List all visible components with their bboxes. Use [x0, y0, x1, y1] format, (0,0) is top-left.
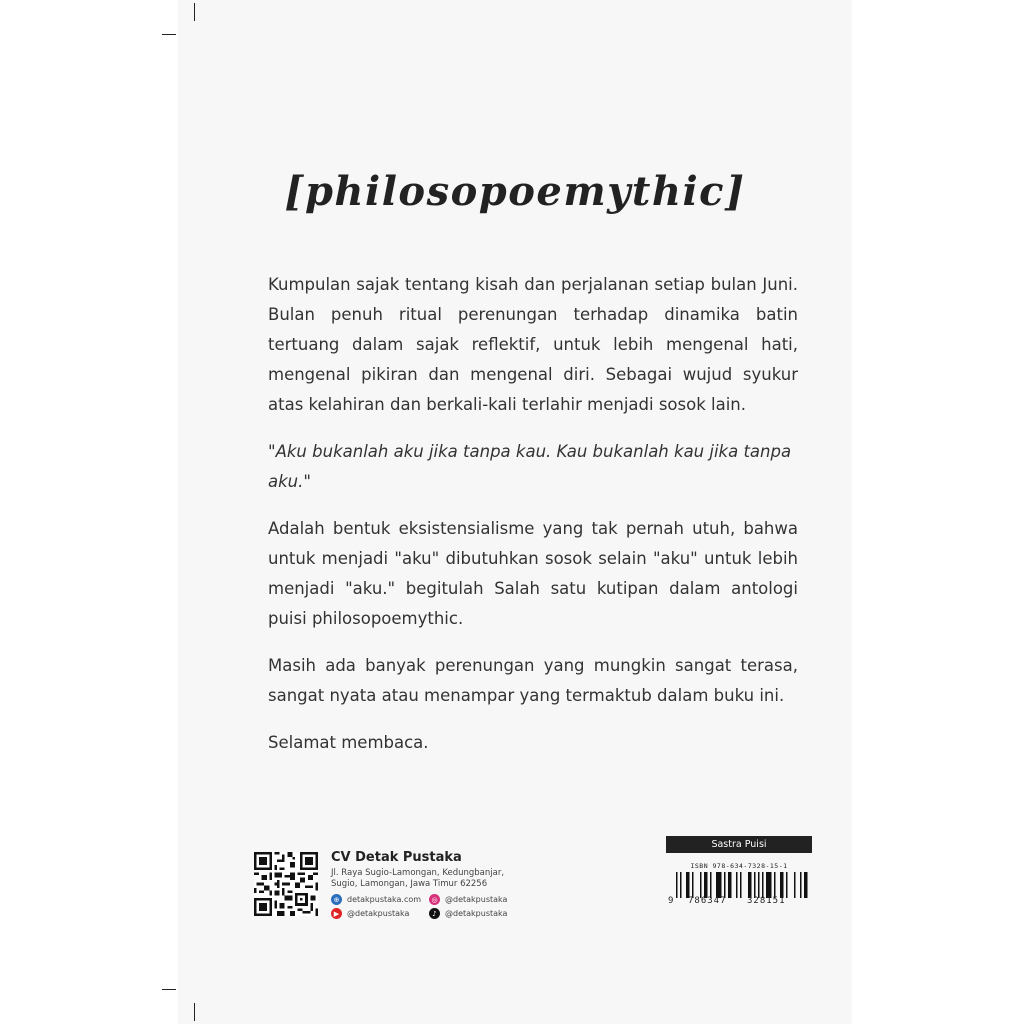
barcode-bar	[728, 872, 732, 898]
genre-badge: Sastra Puisi	[666, 836, 812, 853]
publisher-contacts	[331, 894, 571, 922]
blurb-paragraph-3: Adalah bentuk eksistensialisme yang tak pernah utuh, bahwa untuk menjadi "aku" dibutuhkan sosok selain "aku" untuk lebih menjadi "aku." begitulah Salah satu kutipan dalam antologi puisi philosopoemythic.	[268, 519, 798, 628]
isbn-barcode	[676, 872, 810, 898]
crop-mark-bottom-left-h	[162, 989, 176, 990]
globe-icon: ⊕	[331, 894, 342, 905]
barcode-bar	[786, 872, 788, 898]
crop-mark-bottom-left	[194, 1003, 195, 1021]
barcode-bar	[680, 872, 682, 898]
publisher-address-line-1: Jl. Raya Sugio-Lamongan, Kedungbanjar,	[331, 868, 505, 878]
instagram-icon: ◎	[429, 894, 440, 905]
qr-code-icon	[254, 852, 318, 916]
barcode-bar	[748, 872, 752, 898]
blurb-quote: "Aku bukanlah aku jika tanpa kau. Kau bukanlah kau jika tanpa aku."	[268, 442, 792, 491]
barcode-bar	[736, 872, 738, 898]
isbn-label: ISBN 978-634-7328-15-1	[690, 862, 788, 870]
publisher-address	[331, 868, 571, 890]
barcode-bar	[794, 872, 796, 898]
blurb	[268, 270, 798, 775]
barcode-bar	[758, 872, 760, 898]
barcode-bar	[780, 872, 784, 898]
publisher-name: CV Detak Pustaka	[331, 850, 462, 865]
barcode-bar	[766, 872, 772, 898]
tiktok-label: @detakpustaka	[445, 909, 508, 918]
crop-mark-top-left-h	[162, 34, 176, 35]
blurb-paragraph-4: Masih ada banyak perenungan yang mungkin sangat terasa, sangat nyata atau menampar yang termaktub dalam buku ini.	[268, 656, 798, 705]
blurb-paragraph-1: Kumpulan sajak tentang kisah dan perjalanan setiap bulan Juni. Bulan penuh ritual perenungan terhadap dinamika batin tertuang dalam sajak reflektif, untuk lebih mengenal hati, mengenal pikiran dan mengenal diri. Sebagai wujud syukur atas kelahiran dan berkali-kali terlahir menjadi sosok lain.	[268, 275, 798, 414]
tiktok-icon: ♪	[429, 908, 440, 919]
book-title: [philosopoemythic]	[284, 168, 746, 215]
website-label: detakpustaka.com	[347, 895, 422, 904]
instagram-label: @detakpustaka	[445, 895, 508, 904]
barcode-bar	[754, 872, 756, 898]
barcode-bar	[704, 872, 708, 898]
publisher-address-line-2: Sugio, Lamongan, Jawa Timur 62256	[331, 879, 488, 889]
youtube-contact[interactable]	[331, 908, 429, 919]
barcode-bar	[686, 872, 690, 898]
barcode-digits-group-2: 328151	[747, 896, 786, 906]
barcode-bar	[692, 872, 694, 898]
barcode-bar	[740, 872, 742, 898]
publisher-info	[331, 850, 571, 922]
crop-mark-top-left	[194, 3, 195, 21]
barcode-bar	[804, 872, 808, 898]
youtube-label: @detakpustaka	[347, 909, 410, 918]
barcode-lead-digit: 9	[668, 896, 675, 906]
barcode-bar	[724, 872, 726, 898]
barcode-bar	[774, 872, 776, 898]
barcode-bar	[676, 872, 678, 898]
publisher-block	[254, 850, 554, 922]
barcode-digits-group-1: 786347	[688, 896, 727, 906]
barcode-bar	[710, 872, 712, 898]
barcode-bar	[762, 872, 764, 898]
barcode-bar	[800, 872, 802, 898]
website-contact[interactable]	[331, 894, 429, 905]
barcode-bar	[716, 872, 722, 898]
instagram-contact[interactable]	[429, 894, 527, 905]
blurb-closing: Selamat membaca.	[268, 733, 429, 752]
tiktok-contact[interactable]	[429, 908, 527, 919]
youtube-icon: ▶	[331, 908, 342, 919]
barcode-bar	[700, 872, 702, 898]
